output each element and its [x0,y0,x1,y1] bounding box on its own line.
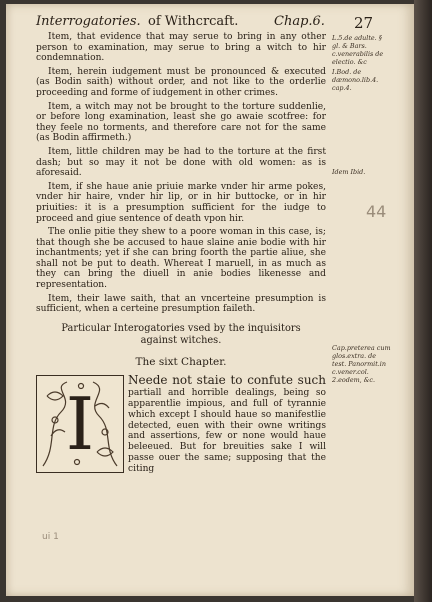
chapter-title: The sixt Chapter. [135,355,227,368]
paragraph-4: Item, little children may be had to the torture at the first dash; but so may it not be done with old women: as is aforesaid. [36,146,326,179]
margin-note-1: L.5.de adulte. § gl. & Bars. c.venerabilis de electio. &c [332,34,384,66]
opening-rest: partiall and horrible dealings, being so apparentlie impious, and full of tyrannie which except I should haue so manifestlie detected, euen with their owne writings and assertions, few or none would haue beleeued. But for breuities sake I will passe ouer the same; supposing that the citing [128,388,326,474]
pencil-bottom-mark: ui 1 [42,532,59,542]
header-chapter: Chap.6. [274,14,325,29]
paragraph-1: Item, that evidence that may serue to bring in any other person to examination, may serue to bring a witch to hir condemnation. [36,32,326,64]
section-heading-line-1: Particular Interogatories vsed by the inquisitors [61,322,301,334]
margin-note-2: I.Bod. de dæmono.lib.4. cap.4. [332,68,379,92]
chapter-opening [36,375,326,479]
paragraph-3: Item, a witch may not be brought to the torture suddenlie, or before long examination, least she go awaie scotfree: for they feele no torments, and therefore care not for the same (as Bodin affirmeth.) [36,101,326,144]
margin-note-4: Cap.preterea cum glos.extra. de test. Panormit.in c.vener.col. 2.eodem, &c. [332,344,391,384]
paragraph-2: Item, herein iudgement must be pronounced & executed (as Bodin saith) without order, and not like to the orderlie proceeding and forme of iudgement in other crimes. [36,66,326,98]
page-edge-shadow [414,0,432,602]
section-heading [36,323,326,347]
section-heading-line-2: against witches. [140,334,222,346]
initial-letter: I [65,382,95,467]
page-number: 27 [354,14,374,32]
running-header [36,14,380,34]
header-center: of Withcrcaft. [148,14,239,29]
opening-paragraph [128,375,326,474]
opening-lead: Neede not staie to confute such [128,373,326,388]
paragraph-7: Item, their lawe saith, that an vncerteine presumption is sufficient, when a certeine presumption faileth. [36,293,326,315]
decorated-initial [36,375,124,473]
main-text [36,32,326,479]
pencil-mark: 44 [366,202,387,221]
margin-note-3: Idem Ibid. [332,168,366,176]
header-left: Interrogatories. [36,14,141,29]
book-page [6,4,414,596]
paragraph-5: Item, if she haue anie priuie marke vnder hir arme pokes, vnder hir haire, vnder hir lip, or in hir buttocke, or in hir priuities: it is a presumption sufficient for the iudge to proceed and giue sentence of death vpon hir. [36,181,326,224]
paragraph-6: The onlie pitie they shew to a poore woman in this case, is; that though she be accused to haue slaine anie bodie with hir inchantments; yet if she can bring foorth the partie aliue, she shall not be put to death. Whereat I maruell, in as much as they can bring the diuell in anie bodies likenesse and representation. [36,227,326,291]
